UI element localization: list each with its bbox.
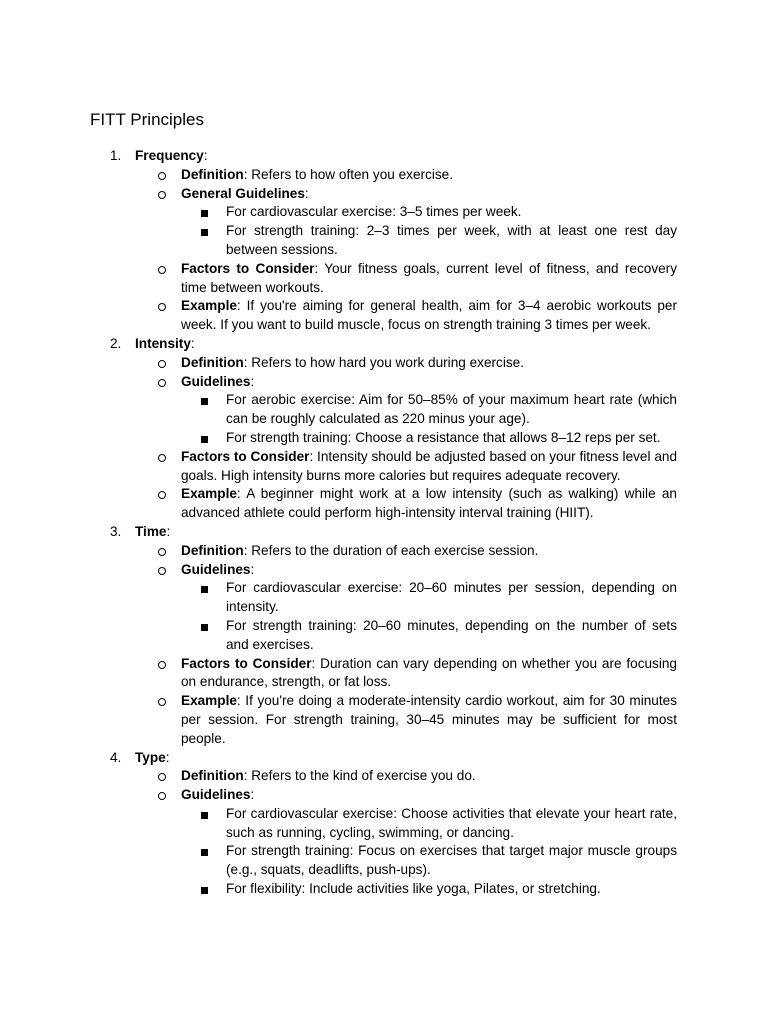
item-text: : If you're doing a moderate-intensity cardio workout, aim for 30 minutes per session. For strength training, 30–45 minutes may be sufficient for most people. [181, 693, 677, 746]
section-heading: Time [135, 523, 167, 539]
list-item [135, 260, 677, 298]
sub-items [181, 805, 677, 899]
sub-list-item [135, 880, 677, 899]
list-item [135, 542, 677, 561]
section-intensity [90, 335, 677, 523]
item-term: Definition [181, 166, 244, 182]
list-item [135, 692, 677, 748]
item-text: : A beginner might work at a low intensity (such as walking) while an advanced athlete could perform high-intensity interval training (HIIT). [181, 486, 677, 521]
item-term: Guidelines [181, 787, 251, 803]
item-text: : Your fitness goals, current level of fitness, and recovery time between workouts. [181, 260, 677, 295]
sub-item-text: For flexibility: Include activities like yoga, Pilates, or stretching. [226, 881, 601, 897]
item-term: Guidelines [181, 373, 251, 389]
item-term: Factors to Consider [181, 260, 315, 276]
item-term: General Guidelines [181, 185, 305, 201]
section-heading: Type [135, 749, 166, 765]
section-type [90, 749, 677, 899]
sub-list-item [135, 842, 677, 880]
list-item [135, 185, 677, 260]
list-item [135, 561, 677, 655]
item-term: Definition [181, 542, 244, 558]
section-heading-line: Intensity: [135, 335, 195, 351]
sub-items [181, 203, 677, 259]
section-heading-line: Frequency: [135, 148, 208, 163]
fitt-sections-list [90, 147, 677, 899]
sub-item-text: For cardiovascular exercise: 20–60 minutes per session, depending on intensity. [226, 580, 677, 615]
document-body [90, 147, 677, 899]
sub-item-text: For strength training: Choose a resistance that allows 8–12 reps per set. [226, 429, 661, 445]
item-text: : Refers to the duration of each exercise session. [243, 542, 539, 558]
square-bullet-icon [201, 210, 208, 217]
sub-item-text: For cardiovascular exercise: Choose activities that elevate your heart rate, such as running, cycling, swimming, or dancing. [226, 805, 677, 840]
section-number: 4. [110, 749, 122, 765]
section-heading: Frequency [135, 148, 204, 163]
item-text: : [250, 373, 255, 389]
list-item [135, 373, 677, 448]
sub-items [181, 579, 677, 654]
item-text: : [250, 787, 255, 803]
sub-list-item [135, 429, 677, 448]
sub-list-item [135, 617, 677, 655]
list-item [135, 485, 677, 523]
section-items [135, 767, 677, 899]
item-term: Guidelines [181, 561, 251, 577]
section-number: 1. [110, 148, 122, 163]
sub-list-item [135, 203, 677, 222]
list-item [135, 297, 677, 335]
list-item [135, 786, 677, 899]
sub-list-item [135, 222, 677, 260]
item-term: Example [181, 486, 237, 502]
list-item [135, 166, 677, 185]
sub-list-item [135, 391, 677, 429]
square-bullet-icon [201, 624, 208, 631]
square-bullet-icon [201, 586, 208, 593]
square-bullet-icon [201, 436, 208, 443]
item-term: Factors to Consider [181, 448, 310, 464]
section-heading-line: Type: [135, 749, 170, 765]
item-text: : Duration can vary depending on whether you are focusing on endurance, strength, or fat loss. [181, 655, 677, 690]
section-number: 3. [110, 523, 122, 539]
square-bullet-icon [201, 849, 208, 856]
square-bullet-icon [201, 229, 208, 236]
section-heading: Intensity [135, 335, 191, 351]
sub-item-text: For strength training: 2–3 times per week, with at least one rest day between sessions. [226, 223, 677, 257]
item-text: : [304, 185, 309, 201]
sub-item-text: For cardiovascular exercise: 3–5 times per week. [226, 204, 522, 220]
square-bullet-icon [201, 887, 208, 894]
item-text: : Refers to the kind of exercise you do. [243, 768, 476, 784]
item-term: Example [181, 298, 237, 314]
item-text: : [250, 561, 255, 577]
document-title: FITT Principles [90, 110, 204, 129]
item-text: : If you're aiming for general health, aim for 3–4 aerobic workouts per week. If you want to build muscle, focus on strength training 3 times per week. [181, 298, 677, 333]
section-items [135, 354, 677, 523]
section-items [135, 166, 677, 335]
sub-items [181, 391, 677, 447]
sub-item-text: For strength training: 20–60 minutes, depending on the number of sets and exercises. [226, 617, 677, 652]
sub-item-text: For strength training: Focus on exercises that target major muscle groups (e.g., squats, deadlifts, push-ups). [226, 843, 677, 878]
sub-list-item [135, 579, 677, 617]
section-number: 2. [110, 335, 122, 351]
item-text: : Refers to how often you exercise. [243, 166, 453, 182]
square-bullet-icon [201, 398, 208, 405]
sub-item-text: For aerobic exercise: Aim for 50–85% of your maximum heart rate (which can be roughly calculated as 220 minus your age). [226, 392, 677, 427]
list-item [135, 354, 677, 373]
section-items [135, 542, 677, 749]
item-term: Example [181, 693, 237, 709]
list-item [135, 767, 677, 786]
item-term: Definition [181, 768, 244, 784]
section-time [90, 523, 677, 749]
list-item [135, 448, 677, 486]
list-item [135, 655, 677, 693]
square-bullet-icon [201, 812, 208, 819]
section-frequency [90, 147, 677, 335]
item-term: Factors to Consider [181, 655, 312, 671]
sub-list-item [135, 805, 677, 843]
section-heading-line: Time: [135, 523, 171, 539]
item-text: : Refers to how hard you work during exercise. [243, 354, 524, 370]
item-text: : Intensity should be adjusted based on your fitness level and goals. High intensity burns more calories but requires adequate recovery. [181, 448, 677, 483]
item-term: Definition [181, 354, 244, 370]
